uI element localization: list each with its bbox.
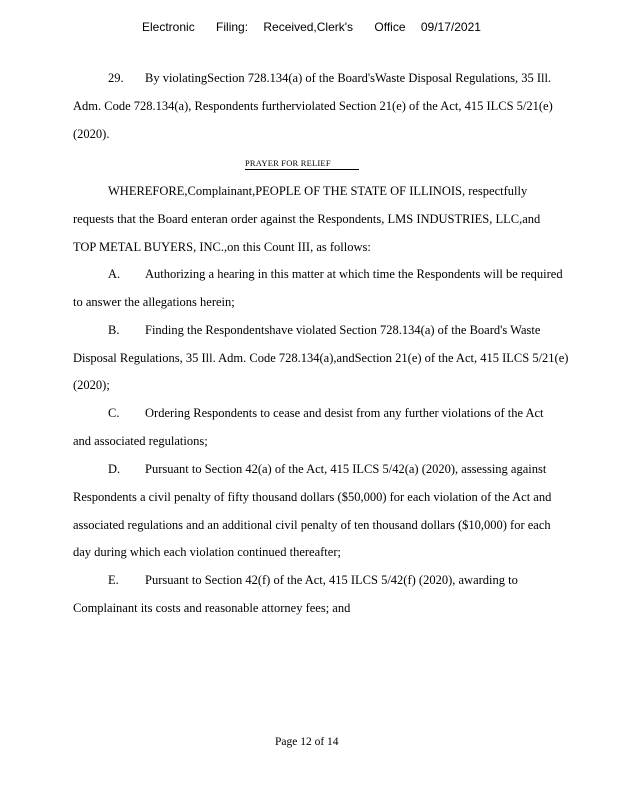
item-e-line-1 (108, 572, 518, 588)
para-29-line-3: (2020). (73, 127, 110, 141)
item-b-line-3: (2020); (73, 378, 110, 392)
item-a-text-1: Authorizing a hearing in this matter at which time the Respondents will be required (145, 267, 563, 281)
item-d-line-2: Respondents a civil penalty of fifty thousand dollars ($50,000) for each violation of the Act and (73, 490, 552, 504)
item-c-line-1 (108, 405, 544, 421)
item-c-letter: C. (108, 406, 120, 420)
para-29-line-2: Adm. Code 728.134(a), Respondents furtherviolated Section 21(e) of the Act, 415 ILCS 5/21(e) (73, 99, 553, 113)
para-29-text-1: By violatingSection 728.134(a) of the Board'sWaste Disposal Regulations, 35 Ill. (145, 71, 552, 85)
item-e-text-1: Pursuant to Section 42(f) of the Act, 415 ILCS 5/42(f) (2020), awarding to (145, 573, 518, 587)
filing-header (142, 20, 481, 34)
item-d-line-1 (108, 461, 546, 477)
header-electronic: Electronic (142, 20, 195, 34)
item-a-line-2: to answer the allegations herein; (73, 295, 235, 309)
item-c-text-1: Ordering Respondents to cease and desist from any further violations of the Act (145, 406, 544, 420)
item-e-letter: E. (108, 573, 119, 587)
item-b-line-1 (108, 322, 540, 338)
page-number: Page 12 of 14 (275, 736, 339, 748)
item-d-line-3: associated regulations and an additional civil penalty of ten thousand dollars ($10,000) for each (73, 518, 551, 532)
item-b-line-2: Disposal Regulations, 35 Ill. Adm. Code 728.134(a),andSection 21(e) of the Act, 415 ILCS 5/21(e) (73, 351, 569, 365)
item-d-line-4: day during which each violation continued thereafter; (73, 545, 341, 559)
prayer-for-relief-heading: PRAYER FOR RELIEF (245, 158, 359, 170)
header-date: 09/17/2021 (420, 20, 481, 34)
wherefore-line-2: requests that the Board enteran order against the Respondents, LMS INDUSTRIES, LLC,and (73, 212, 541, 226)
item-a-letter: A. (108, 267, 121, 281)
item-e-line-2: Complainant its costs and reasonable attorney fees; and (73, 601, 351, 615)
item-c-line-2: and associated regulations; (73, 434, 208, 448)
wherefore-line-3: TOP METAL BUYERS, INC.,on this Count III, as follows: (73, 240, 371, 254)
wherefore-line-1: WHEREFORE,Complainant,PEOPLE OF THE STATE OF ILLINOIS, respectfully (108, 184, 528, 198)
header-received: Received,Clerk's (263, 20, 354, 34)
header-office: Office (374, 20, 406, 34)
para-29-number: 29. (108, 71, 124, 85)
item-b-letter: B. (108, 323, 120, 337)
item-b-text-1: Finding the Respondentshave violated Section 728.134(a) of the Board's Waste (145, 323, 541, 337)
item-d-text-1: Pursuant to Section 42(a) of the Act, 415 ILCS 5/42(a) (2020), assessing against (145, 462, 547, 476)
item-a-line-1 (108, 266, 563, 282)
header-filing: Filing: (216, 20, 249, 34)
para-29-line-1 (108, 70, 551, 86)
item-d-letter: D. (108, 462, 121, 476)
